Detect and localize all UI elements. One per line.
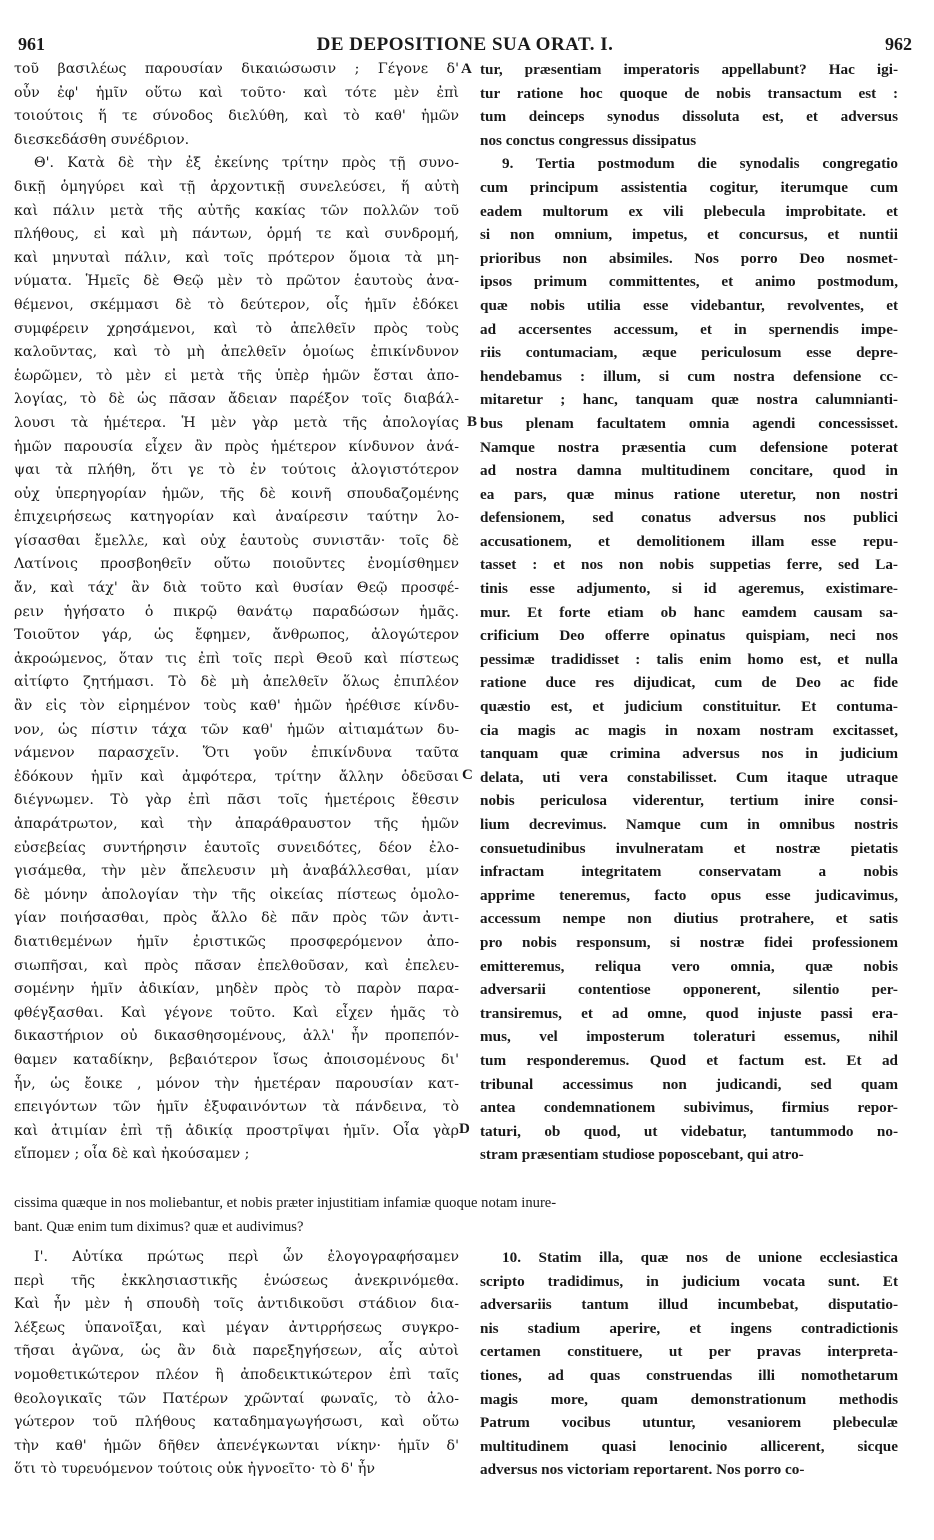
text-line: nis stadium aperire, et ingens contradictionis [480, 1319, 898, 1337]
text-line: ἡμῶν παρουσία εἶχεν ἂν πρὸς ἡμέτερον κίνδυνον ἀνά- [14, 438, 459, 455]
running-title: DE DEPOSITIONE SUA ORAT. I. [316, 34, 614, 55]
text-line: θαμεν καταδίκην, βεβαιότερον ἴσως ἀποισομένους δι' [14, 1051, 459, 1068]
text-line: Τοιοῦτον γάρ, ὡς ἔφημεν, ἄνθρωπος, ἀλογώτερον [14, 627, 459, 644]
text-line: θέμενοι, σκέμμασι δὲ τὸ δεύτερον, οἷς ἡμῖν ἐδόκει [14, 296, 459, 313]
margin-marker-a: A [461, 61, 472, 77]
text-line: si non omnium, impetus, et concursus, et nuntii [480, 226, 898, 244]
text-line: quæ nobis utilia esse videbantur, revolventes, et [480, 296, 898, 314]
text-line: tribunal accessimus non judicandi, sed quam [480, 1075, 898, 1093]
text-line: ἀκροώμενος, ὅταν τις ἐπὶ τοῖς περὶ Θεοῦ καὶ πίστεως [14, 650, 459, 667]
text-line: καλοῦντας, καὶ τὸ μὴ ἀπελθεῖν ὁμοίως ἐπικίνδυνον [14, 344, 459, 361]
text-line: tur ratione hoc quoque de nobis transactum est : [480, 84, 898, 102]
text-line: σομένην ἡμῖν ἀδικίαν, μηδὲν πρὸς τὸ παρὸν παρα- [14, 981, 459, 998]
text-line: tum responderemus. Quod et factum est. Et ad [480, 1051, 898, 1069]
text-line: cia magis ac magis in noxam nostram excitasset, [480, 721, 898, 739]
text-line: crificium Deo offerre opinatus quispiam, neci nos [480, 627, 898, 645]
latin-column-bottom [480, 1246, 898, 1482]
text-line: tiones, ad quas construendas illi nomothetarum [480, 1366, 898, 1384]
text-line: ἐδόκουν ἡμῖν καὶ ἀμφότερα, τρίτην ἄλλην ὁδεῦσαι [14, 768, 459, 785]
text-line: taturi, ob quod, ut videbatur, tantummodo no- [480, 1122, 898, 1140]
text-line: επειγόντων τῶν ἡμῖν ἐξυφαινόντων τὰ πάνδεινα, τὸ [14, 1099, 459, 1116]
text-line: Καὶ ἦν μὲν ἡ σπουδὴ τοῖς ἀντιδικοῦσι στάδιον δια- [14, 1296, 459, 1313]
text-line: infractam integritatem conservatam a nobis [480, 863, 898, 881]
text-line: λογίας, τὸ δὲ ὡς πᾶσαν ἄδειαν παρέξον τοῖς διαβάλ- [14, 391, 459, 408]
text-line: nos conctus congressus dissipatus [480, 131, 697, 149]
text-line: διατιθεμένων ἡμῖν ἐριστικῶς προσφερόμενον ἀπο- [14, 933, 459, 950]
text-line: defensionem, sed conatus adversus nos publici [480, 509, 898, 527]
text-line: adversus nos victoriam reportarent. Nos porro co- [480, 1461, 805, 1479]
text-line: γίσασθαι ἔμελλε, καὶ οὐχ ἑαυτοὺς συνιστᾶν· τοῖς δὲ [14, 532, 459, 549]
margin-marker-d: D [459, 1121, 470, 1137]
text-line: δικῇ ὁμηγύρει καὶ τῇ ἀρχοντικῇ συνελεύσει, ἥ αὐτὴ [14, 178, 459, 195]
text-line: Patrum vocibus utuntur, vesaniorem plebeculæ [480, 1414, 898, 1432]
text-line: mitaretur ; hanc, tanquam quæ nostra calumnianti- [480, 391, 898, 409]
text-line: accessum nempe non diutius protrahere, et satis [480, 910, 898, 928]
text-line: ἑωρῶμεν, τὸ μὲν εἰ μετὰ τῆς ὑπὲρ ἡμῶν ἔσται ἀπο- [14, 367, 459, 384]
text-line: pessimæ tradidisset : talis enim homo est, et nulla [480, 650, 898, 668]
text-line: Namque nostra præsentia cum defensione poterat [480, 438, 898, 456]
text-line: multitudinem quasi lenocinio allicerent, sicque [480, 1437, 898, 1455]
text-line: cissima quæque in nos moliebantur, et nobis præter injustitiam infamiæ quoque notam inure- [14, 1195, 557, 1211]
greek-column-bottom [14, 1246, 459, 1482]
text-line: nobis periculosa viderentur, tertium inire consi- [480, 792, 898, 810]
text-line: accusationem, et demolitionem illam esse repu- [480, 532, 898, 550]
greek-column-top [14, 58, 459, 1167]
text-line: bus plenam facultatem omnia agendi concessisset. [480, 414, 898, 432]
text-line: διέγνωμεν. Τὸ γὰρ ἐπὶ πᾶσι τοῖς ἡμετέροις ἔθεσιν [14, 792, 459, 809]
text-line: οὖν ἐφ' ἡμῖν οὕτω καὶ τοῦτο· καὶ τότε μὲν ἐπὶ [14, 84, 459, 101]
text-line: εὐσεβείας συντήρησιν ἑαυτοῖς συνειδότες, δέον ἐλο- [14, 839, 459, 856]
text-line: tasset : et nos non nobis suppetias ferre, sed La- [480, 556, 898, 574]
text-line: γώτερον τοῦ πλήθους καταδημαγωγήσωσι, καὶ οὕτω [14, 1414, 459, 1431]
text-line: περὶ τῆς ἐκκλησιαστικῆς ἑνώσεως ἀνεκρινόμεθα. [14, 1272, 459, 1289]
text-line: τοῦ βασιλέως παρουσίαν δικαιώσωσιν ; Γέγονε δ' [14, 61, 459, 77]
text-line: λουσι τὰ ἡμέτερα. Ἡ μὲν γὰρ μετὰ τῆς ἀπολογίας [14, 414, 459, 431]
latin-column-top [480, 58, 898, 1167]
text-line: δικαστήριον οὐ δικασθησομένους, ἀλλ' ἦν προπεπόν- [14, 1028, 459, 1045]
text-line: ρειν ἡγήσατο ὁ πικρῷ θανάτῳ παραδώσων ἡμᾶς. [14, 603, 459, 620]
text-line: quæstio est, et judicium constituitur. Et contuma- [480, 698, 898, 716]
text-line: riis contumaciam, æque periculosum esse depre- [480, 344, 898, 362]
text-line: antea condemnationem subivimus, firmius repor- [480, 1099, 898, 1117]
text-line: εἴπομεν ; οἷα δὲ καὶ ἠκούσαμεν ; [14, 1146, 250, 1163]
text-line: τὴν καθ' ἡμῶν δῆθεν ἀπενέγκωνται νίκην· ἡμῖν δ' [14, 1437, 459, 1454]
text-line: adversarii contentiose opponerent, silentio per- [480, 981, 898, 999]
text-line: καὶ ἀτιμίαν ἐπὶ τῇ ἀδικίᾳ προστρῖψαι ἡμῖν. Οἷα γὰρ [14, 1122, 459, 1139]
text-line: σιωπῆσαι, καὶ πρὸς πᾶσαν ἐπελθοῦσαν, καὶ ἐπελευ- [14, 957, 459, 974]
margin-marker-b: B [467, 414, 478, 430]
text-line: transiremus, et ad omne, quod injuste passi era- [480, 1004, 898, 1022]
text-line: ἂν εἰς τὸν εἰρημένον τοὺς καθ' ἡμῶν ἠρέθισε κίνδυ- [14, 698, 459, 715]
text-line: certamen constituere, ut per pravas interpreta- [480, 1343, 898, 1361]
text-line: συμφέρειν χρησάμενοι, καὶ τὸ ἀπελθεῖν πρὸς τοὺς [14, 320, 459, 337]
text-line: καὶ πάλιν μετὰ τῆς αὐτῆς κακίας τῶν πολλῶν τοῦ [14, 202, 459, 219]
text-line: Θ'. Κατὰ δὲ τὴν ἐξ ἐκείνης τρίτην πρὸς τῇ συνο- [34, 155, 459, 172]
text-line: νομοθετικώτερον πλέον ἢ ἀποδεικτικώτερον ἐπὶ ταῖς [14, 1366, 459, 1383]
text-line: mur. Et forte etiam ob hanc eamdem causam sa- [480, 603, 898, 621]
text-line: διεσκεδάσθη συνέδριον. [14, 131, 190, 148]
full-width-lines [14, 1192, 557, 1239]
text-line: mus, vel imposterum toleraturi essemus, nihil [480, 1028, 898, 1046]
text-line: πλήθους, εἰ καὶ μὴ πάντων, ὁρμή τε καὶ συνδρομή, [14, 226, 459, 243]
text-line: scripto tradidimus, in judicium vocata sunt. Et [480, 1272, 898, 1290]
text-line: prioribus non absimiles. Nos porro Deo nosmet- [480, 249, 898, 267]
text-line: ἧν, ὡς ἔοικε , μόνον τὴν ἡμετέραν παρουσίαν κατ- [14, 1075, 459, 1092]
text-line: lium decrevimus. Namque cum in omnibus nostris [480, 816, 898, 833]
text-line: hendebamus : illum, si cum nostra defensione cc- [480, 367, 898, 385]
text-line: tinis esse adjumento, si id ageremus, existimare- [480, 580, 898, 598]
text-line: ψαι τὰ πλήθη, ὅτι γε τὸ ἐν τούτοις ἀλογιστότερον [14, 462, 459, 479]
text-line: adversariis tantum illud incumbebat, disputatio- [480, 1296, 898, 1314]
page-number-right: 962 [885, 34, 912, 54]
page-header [18, 34, 912, 60]
text-line: ea pars, quæ minus ratione uteretur, non nostri [480, 485, 898, 503]
text-line: ἐπιχειρήσεως κατηγορίαν καὶ ἀναίρεσιν ταύτην λο- [14, 509, 459, 526]
text-line: ad nostra damna multitudinem concitare, quod in [480, 462, 898, 480]
text-line: καὶ μηνυταὶ πάλιν, καὶ τοῖς πρότερον ὅμοια τὰ μη- [14, 249, 459, 266]
text-line: ipsos primum committentes, et animo postmodum, [480, 273, 898, 291]
text-line: Ι'. Αὐτίκα πρώτως περὶ ὧν ἐλογογραφήσαμεν [34, 1249, 459, 1265]
text-line: λέξεως ὑπανοῖξαι, καὶ μέγαν ἀντιρρήσεως συγκρο- [14, 1319, 459, 1336]
text-line: Λατίνοις προσβοηθεῖν οὕτω ποιοῦντες ἐνομίσθημεν [14, 556, 459, 573]
text-line: consuetudinibus invulneratam et nostræ pietatis [480, 839, 898, 857]
text-line: νον, ὡς πίστιν τάχα τῶν καθ' ἡμῶν αἰτιαμάτων δυ- [14, 721, 459, 738]
text-line: magis more, quam demonstrationum methodis [480, 1390, 898, 1408]
text-line: οὐχ ὑπερηγορίαν ἡμῶν, τῆς δὲ κοινῆ σπουδαζομένης [14, 485, 459, 502]
margin-marker-c: C [462, 767, 473, 783]
text-line: ratione duce res dijudicat, cum de Deo ac fide [480, 674, 898, 692]
text-line: tanquam quæ crimina adversus nos in judicium [480, 745, 898, 763]
page-number-left: 961 [18, 34, 45, 54]
text-line: τοιούτοις ἥ τε σύνοδος διελύθη, καὶ τὸ καθ' ἡμῶν [14, 108, 459, 125]
text-line: ad accersentes accessum, et in spernendis impe- [480, 320, 898, 338]
text-line: αἰτίφτο ζητήμασι. Τὸ δὲ μὴ ἀπελθεῖν ὅλως ἐπιπλέον [14, 674, 459, 691]
text-line: tur, præsentiam imperatoris appellabunt? Hac igi- [480, 61, 898, 78]
text-line: bant. Quæ enim tum diximus? quæ et audivimus? [14, 1218, 304, 1235]
text-line: ὅτι τὸ τυρευόμενον τούτοις οὐκ ἠγνοεῖτο· τὸ δ' ἦν [14, 1461, 375, 1478]
text-line: pro nobis responsum, si nostræ fidei professionem [480, 933, 898, 951]
text-line: emitteremus, reliqua vero omnia, quæ nobis [480, 957, 898, 975]
text-line: eadem multorum ex vili plebecula improbitate. et [480, 202, 898, 220]
text-line: cum principum assistentia cogitur, iterumque cum [480, 178, 898, 196]
text-line: γισάμεθα, τὴν μὲν ἄπελευσιν μὴ ἀναβάλλεσθαι, μίαν [14, 863, 459, 880]
text-line: ἄν, καὶ τάχ' ἂν διὰ τοῦτο καὶ θυσίαν Θεῷ προσφέ- [14, 580, 459, 597]
text-line: tum deinceps synodus dissoluta est, et adversus [480, 108, 898, 126]
text-line: 9. Tertia postmodum die synodalis congregatio [502, 155, 898, 173]
text-line: ἀπαράτρωτον, καὶ τὴν ἀπαράθραυστον τῆς ἡμῶν [14, 816, 459, 832]
text-line: γίαν ποιήσασθαι, πρὸς ἄλλο δὲ πᾶν πρὸς τῶν ἀντι- [14, 910, 459, 927]
text-line: φθέγξασθαι. Καὶ γέγονε τοῦτο. Καὶ εἶχεν ἡμᾶς τὸ [14, 1004, 459, 1021]
text-line: delata, uti vera constabilisset. Cum itaque utraque [480, 768, 898, 786]
text-line: δὲ μόνην ἀπολογίαν τὴν τῆς οἰκείας πίστεως ὁμολο- [14, 886, 459, 903]
text-line: νύματα. Ἡμεῖς δὲ Θεῷ μὲν τὸ πρῶτον ἑαυτοὺς ἀνα- [14, 273, 459, 290]
text-line: 10. Statim illa, quæ nos de unione ecclesiastica [502, 1249, 898, 1266]
text-line: θεολογικαῖς τῶν Πατέρων χρῶνταί φωναῖς, τὸ ἀλο- [14, 1390, 459, 1407]
text-line: νάμενον παρασχεῖν. Ὅτι γοῦν ἐπικίνδυνα ταῦτα [14, 745, 459, 762]
text-line: apprime teneremus, facto opus esse judicavimus, [480, 886, 898, 904]
text-line: τῆσαι ἀγῶνα, ὡς ἂν διὰ παρεξηγήσεων, αἷς αὐτοὶ [14, 1343, 459, 1360]
text-line: stram præsentiam studiose poposcebant, qui atro- [480, 1146, 804, 1164]
